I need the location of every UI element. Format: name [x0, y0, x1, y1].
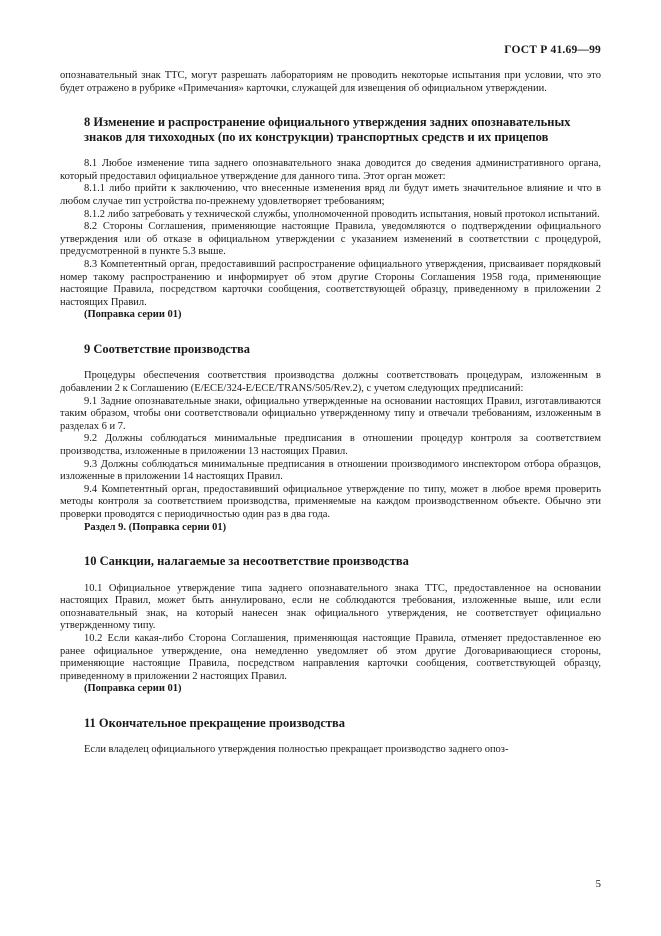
section-10-paragraph: 10.1 Официальное утверждение типа заднего опознавательного знака ТТС, предоставленное на основании настоящих Правил, может быть аннулировано, если не соблюдаются требования, изложенные выше, или если опознавательный знак, на который нанесен знак официального утверждения, не соответствует официально утвержденному типу. — [60, 582, 601, 632]
section-8-paragraph: 8.3 Компетентный орган, предоставивший распространение официального утверждения, присваивает порядковый номер такому распространению и информирует об этом другие Стороны Соглашения 1958 года, применяющие настоящие Правила, посредством карточки сообщения, соответствующей образцу, приведенному в приложении 2 настоящих Правил. — [60, 258, 601, 308]
section-8-amendment-note: (Поправка серии 01) — [84, 309, 182, 321]
document-header: ГОСТ Р 41.69—99 — [504, 44, 601, 56]
section-8-paragraph: 8.1.1 либо прийти к заключению, что внесенные изменения вряд ли будут иметь значительное влияние и что в любом случае тип устройства по-прежнему удовлетворяет требованиям; — [60, 183, 601, 207]
section-9-paragraph: 9.2 Должны соблюдаться минимальные предписания в отношении процедур контроля за соответствием производства, изложенные в приложении 13 настоящих Правил. — [60, 433, 601, 457]
intro-paragraph: опознавательный знак ТТС, могут разрешать лабораториям не проводить некоторые испытания при условии, что это будет отражено в рубрике «Примечания» карточки, служащей для извещения об официальном утверждении. — [60, 70, 601, 94]
section-10-paragraph: 10.2 Если какая-либо Сторона Соглашения, применяющая настоящие Правила, отменяет предоставленное ею ранее официальное утверждение, она немедленно уведомляет об этом другие Договаривающиеся стороны, применяющие настоящие Правила, посредством направления карточки сообщения, соответствующей образцу, приведенному в приложении 2 настоящих Правил. — [60, 633, 601, 682]
page-number: 5 — [595, 878, 601, 890]
section-11-title: 11 Окончательное прекращение производства — [84, 715, 346, 730]
section-8-paragraph: 8.1.2 либо затребовать у технической службы, уполномоченной проводить испытания, новый протокол испытаний. — [84, 208, 600, 220]
section-10-amendment-note: (Поправка серии 01) — [84, 683, 182, 695]
section-9-amendment-note: Раздел 9. (Поправка серии 01) — [84, 521, 227, 533]
section-9-title: 9 Соответствие производства — [84, 341, 250, 356]
section-8-paragraph: 8.1 Любое изменение типа заднего опознавательного знака доводится до сведения административного органа, который предоставил официальное утверждение для данного типа. Этот орган может: — [60, 158, 601, 182]
section-8-paragraph: 8.2 Стороны Соглашения, применяющие настоящие Правила, уведомляются о подтверждении официального утверждения или об отказе в официальном утверждении с указанием изменений в соответствии с процедурой, предусмотренной в пункте 5.3 выше. — [60, 221, 601, 258]
section-9-paragraph: 9.1 Задние опознавательные знаки, официально утвержденные на основании настоящих Правил, изготавливаются таким образом, чтобы они соответствовали официально утвержденному типу и отвечали требованиям, изложенным в разделах 6 и 7. — [60, 395, 601, 432]
section-9-paragraph: 9.4 Компетентный орган, предоставивший официальное утверждение по типу, может в любое время проверить методы контроля за соответствием производства, применяемые на каждом производственном объекте. Обычно эти проверки проводятся с периодичностью один раз в два года. — [60, 483, 601, 520]
section-9-paragraph: 9.3 Должны соблюдаться минимальные предписания в отношении производимого инспектором отбора образцов, изложенные в приложении 14 настоящих Правил. — [60, 458, 601, 483]
section-9-paragraph: Процедуры обеспечения соответствия производства должны соответствовать процедурам, изложенным в добавлении 2 к Соглашению (E/ECE/324-E/ECE/TRANS/505/Rev.2), с учетом следующих предписаний: — [60, 370, 601, 394]
section-11-paragraph: Если владелец официального утверждения полностью прекращает производство заднего опоз- — [84, 744, 509, 756]
section-10-title: 10 Санкции, налагаемые за несоответствие производства — [84, 554, 409, 569]
page-content — [60, 70, 601, 757]
section-8-title: 8 Изменение и распространение официального утверждения задних опознавательных знаков для тихоходных (по их конструкции) транспортных средств и их прицепов — [84, 115, 571, 144]
